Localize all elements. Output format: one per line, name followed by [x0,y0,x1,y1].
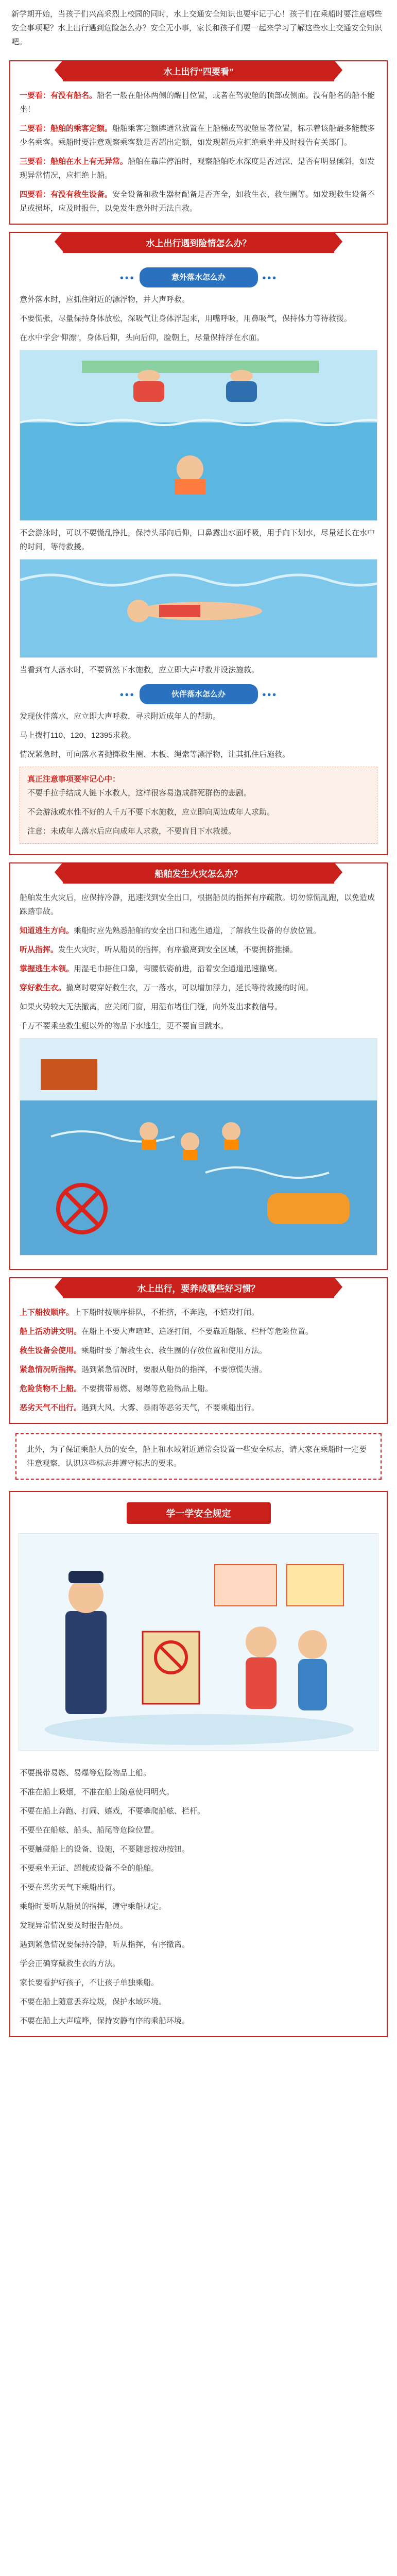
rules-image [19,1534,378,1750]
intro-paragraph: 新学期开始，当孩子们兴高采烈上校园的同时，水上交通安全知识也要牢记于心！孩子们在乘船时要注意哪些安全事项呢？水上出行遇到危险怎么办？安全无小事，家长和孩子们要一起来学习了解这些水上交通安全知识吧。 [11,10,383,46]
warning-title: 真正注意事项要牢记心中： [27,775,120,784]
check-item: 三要看：船舶在水上有无异常。船舶在靠岸停泊时，观察船舶吃水深度是否过深、是否有明显倾斜，如发现异常情况，应拒绝上船。 [20,157,375,180]
paragraph: 船舶发生火灾后，应保持冷静，迅速找到安全出口，根据船员的指挥有序疏散。切勿惊慌乱跑，以免造成踩踏事故。 [20,893,375,916]
rule-item: 学会正确穿戴救生衣的方法。 [20,1959,120,1968]
rule-item: 不要在船上奔跑、打闹、嬉戏，不要攀爬船舷、栏杆。 [20,1807,205,1816]
habit-item: 上下船按顺序。上下船时按顺序排队，不推挤，不奔跑，不嬉戏打闹。 [20,1308,260,1317]
check-item: 二要看：船舶的乘客定额。船舶乘客定额牌通常放置在上船梯或驾驶舱显著位置，标示着该船最多能载多少名乘客。乘船时要注意观察乘客数是否超出定额，如发现超员应拒绝乘坐并及时报告有关部门。 [20,124,375,147]
rule-item: 不要在船上随意丢弃垃圾，保护水域环境。 [20,1997,167,2006]
paragraph: 在水中学会“仰漂”，身体后仰，头向后仰，脸朝上，尽量保持浮在水面。 [20,333,264,342]
habit-item: 船上活动讲文明。在船上不要大声喧哗、追逐打闹，不要靠近船舷、栏杆等危险位置。 [20,1327,314,1336]
rule-item: 遇到紧急情况要保持冷静，听从指挥，有序撤离。 [20,1940,190,1949]
section-ship-fire [9,862,388,1270]
section-body [10,82,387,224]
subheading-fall-in-water: ●●● 意外落水怎么办 ●●● [140,267,258,287]
paragraph: 当看到有人落水时，不要贸然下水施救，应立即大声呼救并设法施救。 [20,666,260,674]
check-item: 一要看：有没有船名。船名一般在船体两侧的醒目位置，或者在驾驶舱的顶部或侧面。没有船名的船不能坐！ [20,91,375,114]
rule-item: 乘船时要听从船员的指挥，遵守乘船规定。 [20,1902,167,1911]
rule-item: 不准在船上吸烟，不准在船上随意使用明火。 [20,1788,175,1797]
fire-item: 知道逃生方向。乘船时应先熟悉船舶的安全出口和逃生通道，了解救生设备的存放位置。 [20,926,321,935]
illustration-fire-rescue [20,1038,377,1256]
rule-item: 不要携带易燃、易爆等危险物品上船。 [20,1769,151,1777]
section-body [10,254,387,854]
section-water-danger [9,232,388,855]
paragraph: 发现伙伴落水，应立即大声呼救，寻求附近成年人的帮助。 [20,712,221,721]
paragraph: 情况紧急时，可向落水者抛掷救生圈、木板、绳索等漂浮物，让其抓住后施救。 [20,750,290,759]
warning-item: 不要手拉手结成人链下水救人，这样很容易造成群死群伤的悲剧。 [27,789,252,798]
paragraph: 意外落水时，应抓住附近的漂浮物，并大声呼救。 [20,295,190,304]
warning-box [20,767,377,844]
habit-item: 危险货物不上船。不要携带易燃、易爆等危险物品上船。 [20,1384,213,1393]
habit-item: 紧急情况听指挥。遇到紧急情况时，要服从船员的指挥，不要惊慌失措。 [20,1365,267,1374]
warning-item: 不会游泳或水性不好的人千万不要下水施救，应立即向周边成年人求助。 [27,808,275,817]
rule-item: 不要乘坐无证、超载或设备不全的船舶。 [20,1864,159,1873]
rule-item: 不要触碰船上的设备、设施，不要随意按动按钮。 [20,1845,190,1854]
rules-banner: 学一学安全规定 [127,1502,271,1524]
section-four-checks [9,60,388,225]
fire-item: 掌握逃生本领。用湿毛巾捂住口鼻，弯腰低姿前进，沿着安全通道迅速撤离。 [20,964,283,973]
section-body [10,1299,387,1423]
rule-item: 不要在船上大声喧哗，保持安静有序的乘船环境。 [20,2016,190,2025]
rule-item: 不要坐在船舷、船头、船尾等危险位置。 [20,1826,159,1835]
habit-item: 救生设备会使用。乘船时要了解救生衣、救生圈的存放位置和使用方法。 [20,1346,267,1355]
fire-item: 穿好救生衣。撤离时要穿好救生衣，万一落水，可以增加浮力，延长等待救援的时间。 [20,984,314,992]
floating-image [20,560,377,657]
rule-item: 不要在恶劣天气下乘船出行。 [20,1883,120,1892]
paragraph: 马上拨打110、120、12395求救。 [20,731,136,740]
section-good-habits [9,1277,388,1424]
fire-item: 听从指挥。发生火灾时，听从船员的指挥，有序撤离到安全区域，不要拥挤推搡。 [20,945,298,954]
section-title: 船舶发生火灾怎么办？ [63,862,334,884]
paragraph: 不要慌张，尽量保持身体放松，深吸气让身体浮起来，用嘴呼吸，用鼻吸气，保持体力等待救援。 [20,314,352,323]
section-body [10,885,387,1269]
section-title: 水上出行，要养成哪些好习惯？ [63,1277,334,1298]
section-safety-rules [9,1491,388,2037]
fire-rescue-image [20,1039,377,1255]
illustration-swimmers-diving [20,350,377,521]
section-title: 水上出行遇到险情怎么办？ [63,232,334,253]
paragraph: 千万不要乘坐救生艇以外的物品下水逃生，更不要盲目跳水。 [20,1022,229,1030]
intro-section [0,0,397,53]
swimmers-image [20,350,377,520]
subheading-partner-fall: ●●● 伙伴落水怎么办 ●●● [140,684,258,704]
rule-item: 发现异常情况要及时报告船员。 [20,1921,128,1930]
warning-item: 注意：未成年人落水后应向成年人求救，不要盲目下水救援。 [27,827,236,836]
paragraph: 如果火势较大无法撤离，应关闭门窗，用湿布堵住门缝，向外发出求救信号。 [20,1003,283,1011]
check-item: 四要看：有没有救生设备。安全设备和救生器材配备是否齐全，如救生衣、救生圈等。如发现救生设备不足或损坏，应及时报告，以免发生意外时无法自救。 [20,190,375,213]
section-title: 水上出行“四要看” [63,60,334,81]
tip-text: 此外，为了保证乘船人员的安全，船上和水域附近通常会设置一些安全标志，请大家在乘船时一定要注意观察，认识这些标志并遵守标志的要求。 [27,1445,367,1468]
illustration-floating-child [20,559,377,658]
rule-item: 家长要看护好孩子，不让孩子单独乘船。 [20,1978,159,1987]
rules-list [10,1760,387,2036]
tip-box [15,1433,382,1480]
habit-item: 恶劣天气不出行。遇到大风、大雾、暴雨等恶劣天气，不要乘船出行。 [20,1403,260,1412]
illustration-safety-rules [19,1533,378,1751]
paragraph: 不会游泳时，可以不要慌乱挣扎，保持头部向后仰，口鼻露出水面呼吸，用手向下划水，尽量延长在水中的时间，等待救援。 [20,529,375,551]
